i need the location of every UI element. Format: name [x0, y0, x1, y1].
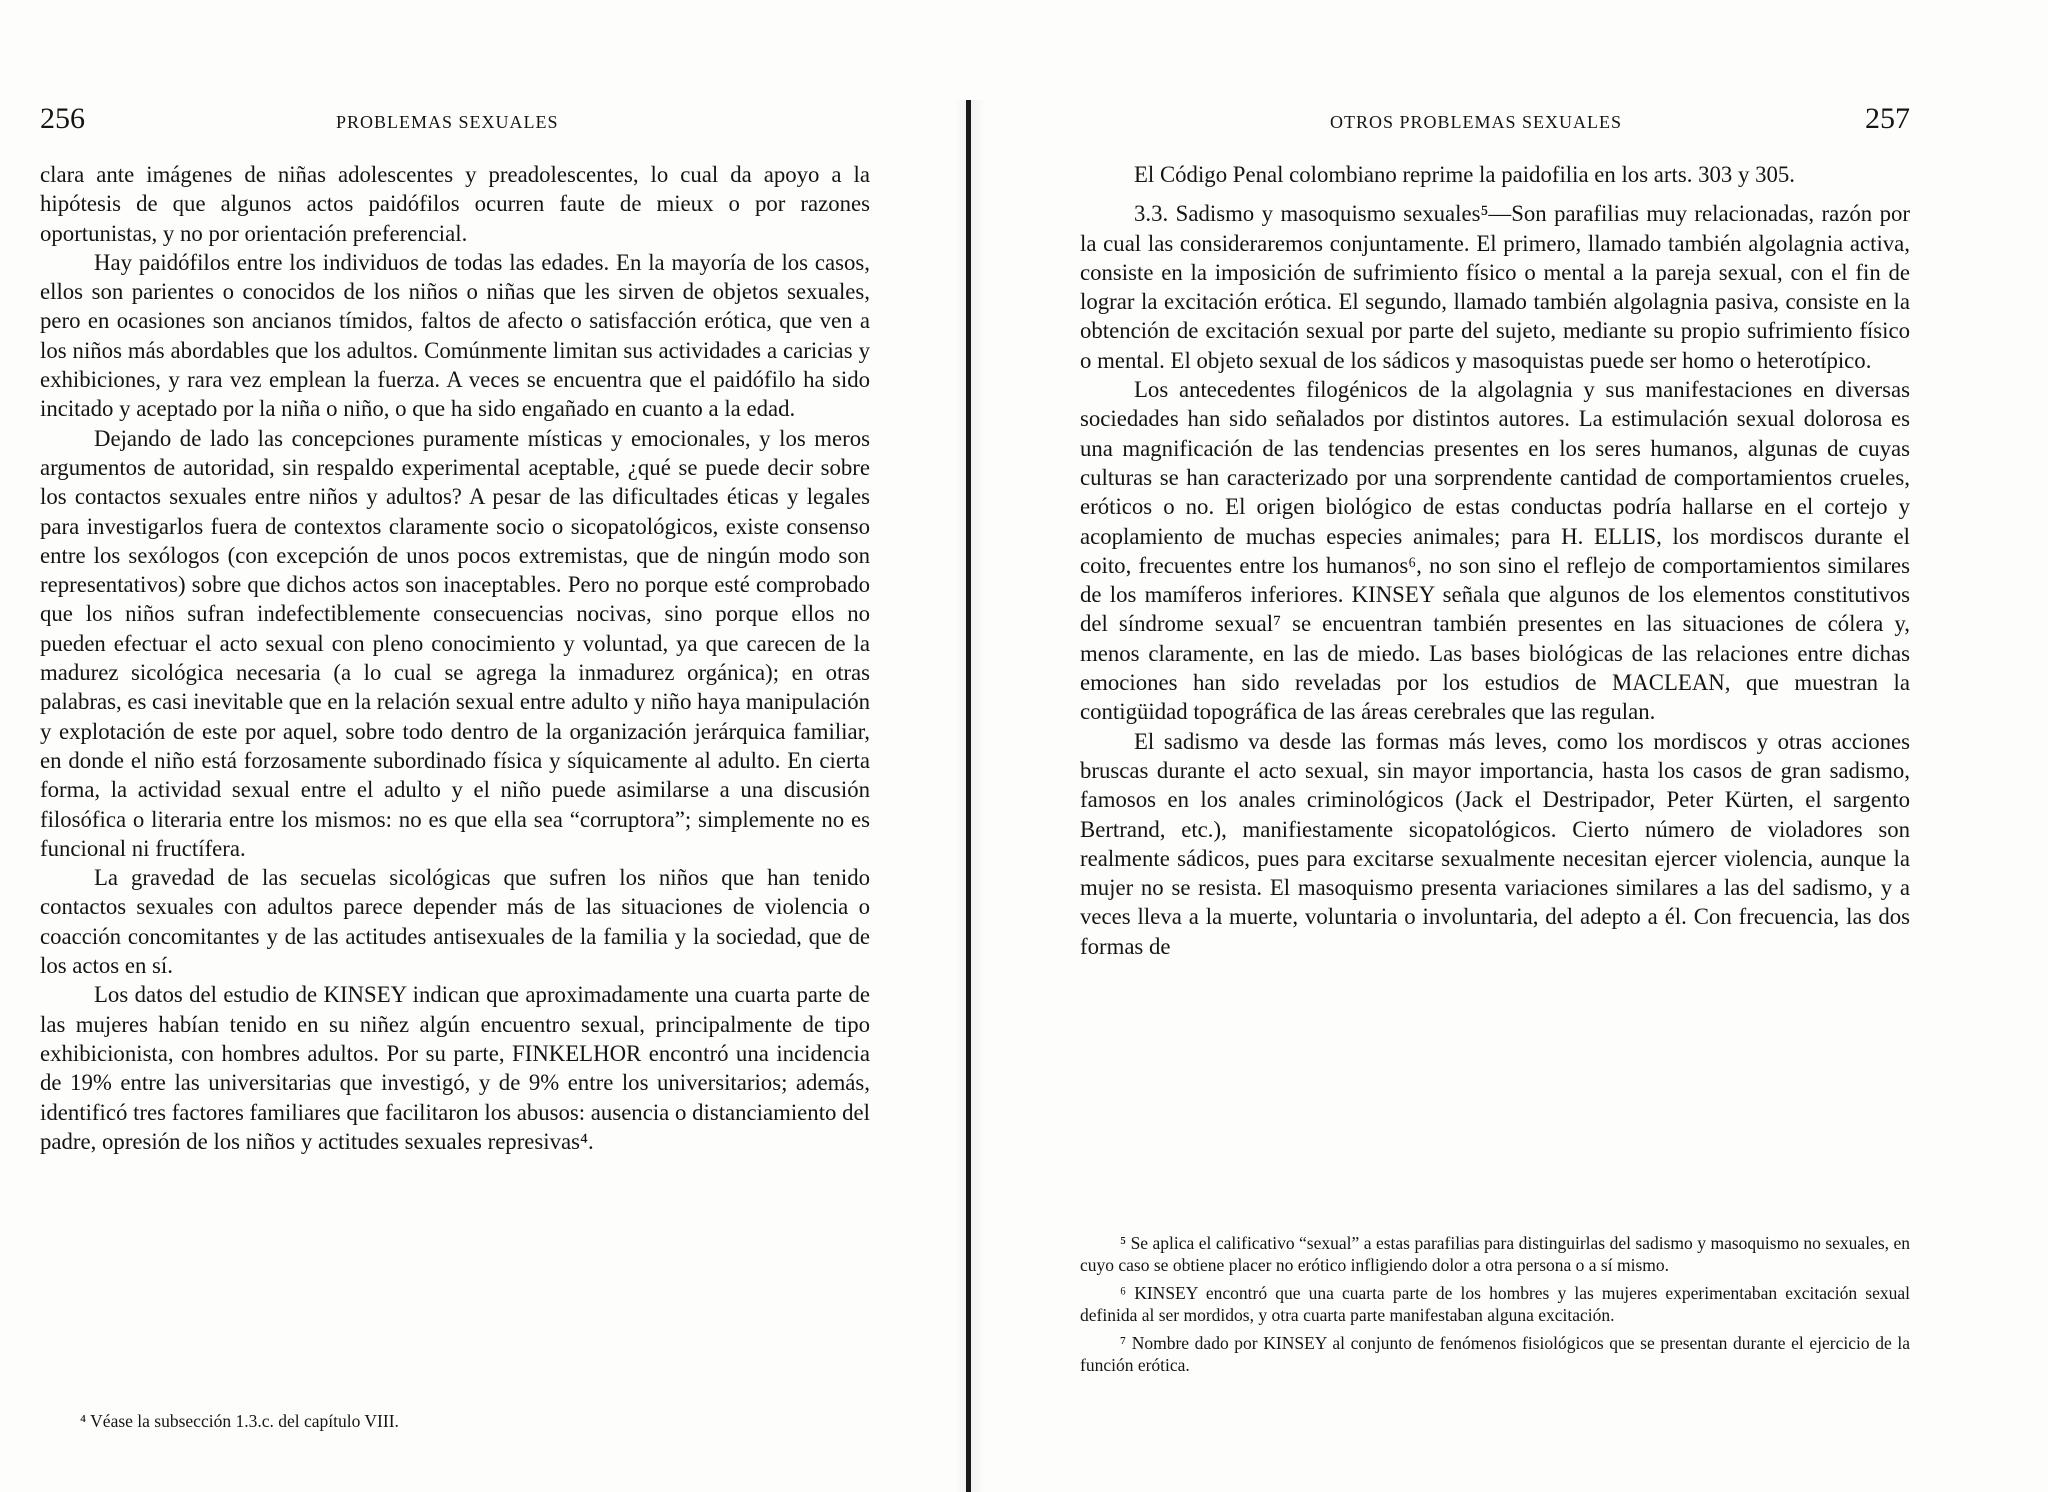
left-page-header: [40, 102, 870, 142]
paragraph: El sadismo va desde las formas más leves, como los mordiscos y otras acciones bruscas durante el acto sexual, sin mayor importancia, hasta los casos de gran sadismo, famosos en los anales criminológicos (Jack el Destripador, Peter Kürten, el sargento Bertrand, etc.), manifiestamente sicopatológicos. Cierto número de violadores son realmente sádicos, pues para excitarse sexualmente necesitan ejercer violencia, aunque la mujer no se resista. El masoquismo presenta variaciones similares a las del sadismo, y a veces lleva a la muerte, voluntaria o involuntaria, del adepto a él. Con frecuencia, las dos formas de: [1080, 728, 1910, 959]
section-paragraph: 3.3. Sadismo y masoquismo sexuales⁵—Son parafilias muy relacionadas, razón por la cual las consideraremos conjuntamente. El primero, llamado también algolagnia activa, consiste en la imposición de sufrimiento físico o mental a la pareja sexual, con el fin de lograr la excitación erótica. El segundo, llamado también algolagnia pasiva, consiste en la obtención de excitación sexual por parte del sujeto, mediante su propio sufrimiento físico o mental. El objeto sexual de los sádicos y masoquistas puede ser homo o heterotípico.: [1080, 201, 1910, 373]
paragraph: Dejando de lado las concepciones puramente místicas y emocionales, y los meros argumentos de autoridad, sin respaldo experimental aceptable, ¿qué se puede decir sobre los contactos sexuales entre niños y adultos? A pesar de las dificultades éticas y legales para investigarlos fuera de contextos claramente socio o sicopatológicos, existe consenso entre los sexólogos (con excepción de unos pocos extremistas, que de ningún modo son representativos) sobre que dichos actos son inaceptables. Pero no porque esté comprobado que los niños sufran indefectiblemente consecuencias nocivas, sino porque ellos no pueden efectuar el acto sexual con pleno conocimiento y voluntad, ya que carecen de la madurez sicológica necesaria (a lo cual se agrega la inmadurez orgánica); en otras palabras, es casi inevitable que en la relación sexual entre adulto y niño haya manipulación y explotación de este por aquel, sobre todo dentro de la organización jerárquica familiar, en donde el niño está forzosamente subordinado física y síquicamente al adulto. En cierta forma, la actividad sexual entre el adulto y el niño puede asimilarse a una discusión filosófica o literaria entre los mismos: no es que ella sea “corruptora”; simplemente no es funcional ni fructífera.: [40, 425, 870, 861]
left-page-body: [40, 160, 870, 1156]
gutter-line: [966, 100, 971, 1492]
footnote: ⁶ KINSEY encontró que una cuarta parte de los hombres y las mujeres experimentaban excitación sexual definida al ser mordidos, y otra cuarta parte manifestaban alguna excitación.: [1080, 1283, 1910, 1325]
paragraph: Hay paidófilos entre los individuos de todas las edades. En la mayoría de los casos, ellos son parientes o conocidos de los niños o niñas que les sirven de objetos sexuales, pero en ocasiones son ancianos tímidos, faltos de afecto o satisfacción erótica, que ven a los niños más abordables que los adultos. Comúnmente limitan sus actividades a caricias y exhibiciones, y rara vez emplean la fuerza. A veces se encuentra que el paidófilo ha sido incitado y aceptado por la niña o niño, o que ha sido engañado en cuanto a la edad.: [40, 249, 870, 422]
right-page-header: [1080, 102, 1910, 142]
footnote: ⁴ Véase la subsección 1.3.c. del capítulo VIII.: [80, 1411, 399, 1431]
paragraph: Los datos del estudio de KINSEY indican que aproximadamente una cuarta parte de las mujeres habían tenido en su niñez algún encuentro sexual, principalmente de tipo exhibicionista, con hombres adultos. Por su parte, FINKELHOR encontró una incidencia de 19% entre las universitarias que investigó, y de 9% entre los universitarios; además, identificó tres factores familiares que facilitaron los abusos: ausencia o distanciamiento del padre, opresión de los niños y actitudes sexuales represivas⁴.: [40, 982, 870, 1154]
running-head: OTROS PROBLEMAS SEXUALES: [1330, 112, 1623, 132]
paragraph: Los antecedentes filogénicos de la algolagnia y sus manifestaciones en diversas sociedades han sido señalados por distintos autores. La estimulación sexual dolorosa es una magnificación de las tendencias presentes en los seres humanos, algunas de cuyas culturas se han caracterizado por una sorprendente cantidad de comportamientos crueles, eróticos o no. El origen biológico de estas conductas podría hallarse en el cortejo y acoplamiento de muchas especies animales; para H. ELLIS, los mordiscos durante el coito, frecuentes entre los humanos⁶, no son sino el reflejo de comportamientos similares de los mamíferos inferiores. KINSEY señala que algunos de los elementos constitutivos del síndrome sexual⁷ se encuentran también presentes en las situaciones de cólera y, menos claramente, en las de miedo. Las bases biológicas de las relaciones entre dichas emociones han sido reveladas por los estudios de MACLEAN, que muestran la contigüidad topográfica de las áreas cerebrales que las regulan.: [1080, 377, 1910, 725]
right-page-footnotes: [1080, 1232, 1910, 1382]
paragraph: La gravedad de las secuelas sicológicas que sufren los niños que han tenido contactos sexuales con adultos parece depender más de las situaciones de violencia o coacción concomitantes y de las actitudes antisexuales de la familia y la sociedad, que de los actos en sí.: [40, 865, 870, 979]
page-number: 256: [40, 102, 85, 135]
footnote: ⁵ Se aplica el calificativo “sexual” a estas parafilias para distinguirlas del sadismo y masoquismo no sexuales, en cuyo caso se obtiene placer no erótico infligiendo dolor a otra persona o a sí mismo.: [1080, 1233, 1910, 1275]
right-page-body: [1080, 160, 1910, 961]
paragraph: El Código Penal colombiano reprime la paidofilia en los arts. 303 y 305.: [1134, 162, 1795, 187]
footnote: ⁷ Nombre dado por KINSEY al conjunto de fenómenos fisiológicos que se presentan durante el ejercicio de la función erótica.: [1080, 1333, 1910, 1375]
page-number: 257: [1865, 102, 1910, 135]
running-head: PROBLEMAS SEXUALES: [336, 112, 559, 132]
paragraph: clara ante imágenes de niñas adolescentes y preadolescentes, lo cual da apoyo a la hipótesis de que algunos actos paidófilos ocurren faute de mieux o por razones oportunistas, y no por orientación preferencial.: [40, 162, 870, 246]
left-page-footnotes: [40, 1410, 870, 1438]
